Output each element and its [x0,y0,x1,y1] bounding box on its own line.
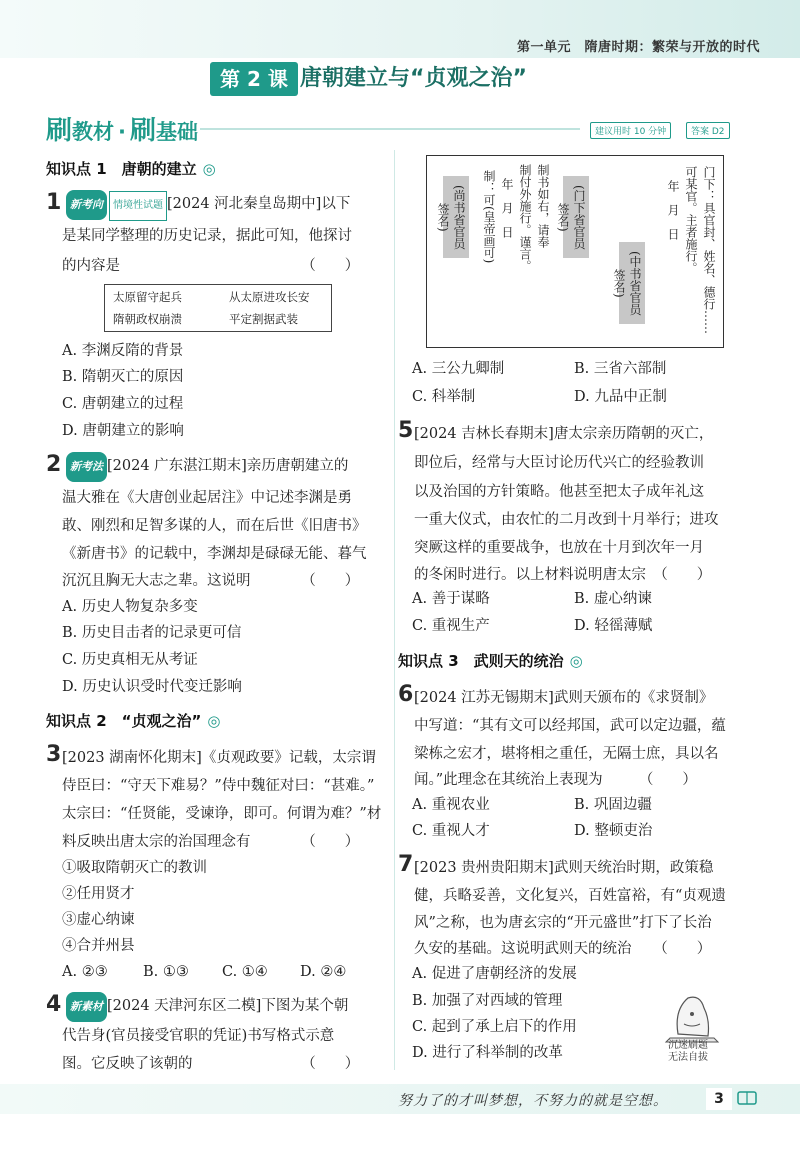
q3-option-a[interactable]: A. ②③ [62,964,108,980]
kp1-title: 知识点 1 唐朝的建立 [46,160,197,178]
q2-option-b[interactable]: B. 历史目击者的记录更可信 [62,625,242,641]
q2-stem-1: 温大雅在《大唐创业起居注》中记述李渊是勇 [62,490,352,506]
q3-option-c[interactable]: C. ①④ [222,964,268,980]
target-icon: ◎ [207,712,221,730]
q3-stem-1: 侍臣曰：“守天下难易？”侍中魏征对曰：“甚难。” [62,778,375,794]
q3-option-d[interactable]: D. ②④ [300,964,347,980]
target-icon: ◎ [569,652,583,670]
footer-motto: 努力了的才叫梦想，不努力的就是空想。 [398,1093,668,1109]
column-divider [394,150,395,1070]
q5-stem-0: [2024 吉林长春期末]唐太宗亲历隋朝的灭亡， [414,426,714,442]
doc-col-2: 可某官。主者施行。 [684,166,698,274]
q4-option-b[interactable]: B. 三省六部制 [574,361,667,377]
q1-table-cell: 隋朝政权崩溃 [113,312,182,326]
doc-col-6: 年 月 日 [500,178,514,238]
doc-col-1: 门下：具官封、姓名、德行…… [702,166,716,334]
q1-record-table [104,284,332,332]
q7-stem-1: 健，兵略妥善，文化复兴，百姓富裕，有“贞观遗 [414,888,726,904]
q4-stem-2: 图。它反映了该朝的 （ ） [62,1056,360,1072]
q2-stem-3: 《新唐书》的记载中，李渊却是碌碌无能、暮气 [62,546,367,562]
q2-number: 2 [46,452,62,477]
doc-sig-zhongshu: (中书省官员签名) [619,242,645,324]
doc-sig-menxia: (门下省官员签名) [563,176,589,258]
brand-jiaocai: 教材 [72,120,115,144]
knowledge-point-2 [46,710,220,731]
q2-stem-0: [2024 广东湛江期末]亲历唐朝建立的 [107,458,349,474]
q5-option-c[interactable]: C. 重视生产 [412,618,490,634]
q6-stem-0: [2024 江苏无锡期末]武则天颁布的《求贤制》 [414,690,714,706]
q2-line-0 [66,452,348,482]
q2-stem-2: 敢、刚烈和足智多谋的人，而在后世《旧唐书》 [62,518,367,534]
kp2-title: 知识点 2 “贞观之治” [46,712,202,730]
new-material-tag: 新素材 [66,992,107,1022]
brand-shua-1: 刷 [46,116,73,146]
q5-stem-1: 即位后，经常与大臣讨论历代兴亡的经验教训 [414,455,704,471]
q5-option-d[interactable]: D. 轻徭薄赋 [574,618,653,634]
q3-option-b[interactable]: B. ①③ [143,964,189,980]
page-number: 3 [706,1088,732,1110]
q3-number: 3 [46,742,62,767]
q5-stem-5: 的冬闲时进行。以上材料说明唐太宗 （ ） [414,567,712,583]
sticker-line-1: 沉迷刷题 [668,1040,708,1051]
q7-number: 7 [398,852,414,877]
doc-col-5: 制付外施行。谨言。 [518,164,532,272]
q6-stem-3: 闻。”此理念在其统治上表现为 （ ） [414,772,697,788]
q6-option-c[interactable]: C. 重视人才 [412,823,490,839]
brand-dot: · [118,120,126,144]
q3-stem-0: [2023 湖南怀化期末]《贞观政要》记载，太宗谓 [62,750,376,766]
q3-item-4: ④合并州县 [62,938,135,954]
q1-table-cell: 平定割据武装 [229,312,298,326]
q4-option-c[interactable]: C. 科举制 [412,389,476,405]
q6-stem-2: 梁栋之宏才，堪将相之重任，无隔士庶，具以名 [414,746,719,762]
sticker-line-2: 无法自拔 [668,1052,708,1063]
q4-stem-1: 代告身(官员接受官职的凭证)书写格式示意 [62,1028,335,1044]
q1-stem-0: [2024 河北秦皇岛期中]以下 [167,196,351,212]
q7-option-c[interactable]: C. 起到了承上启下的作用 [412,1019,577,1035]
doc-col-7: 制：可(皇帝画可) [482,170,496,264]
q4-line-0 [66,992,348,1022]
q5-stem-2: 以及治国的方针策略。他甚至把太子成年礼这 [414,484,704,500]
kp3-title: 知识点 3 武则天的统治 [398,652,564,670]
q6-option-a[interactable]: A. 重视农业 [412,797,490,813]
q1-line-0 [66,190,350,221]
q5-number: 5 [398,418,414,443]
q6-option-b[interactable]: B. 巩固边疆 [574,797,652,813]
q4-option-d[interactable]: D. 九品中正制 [574,389,667,405]
q1-stem-2: 的内容是 （ ） [62,258,360,274]
q4-number: 4 [46,992,62,1017]
q7-option-d[interactable]: D. 进行了科举制的改革 [412,1045,563,1061]
q6-number: 6 [398,682,414,707]
q6-option-d[interactable]: D. 整顿吏治 [574,823,653,839]
unit-title: 第一单元 隋唐时期：繁荣与开放的时代 [516,40,760,55]
brand-jichu: 基础 [156,120,199,144]
q1-stem-1: 是某同学整理的历史记录，据此可知，他探讨 [62,228,352,244]
q3-stem-2: 太宗曰：“任贤能，受谏诤，即可。何谓为难？”材 [62,806,382,822]
q1-option-b[interactable]: B. 隋朝灭亡的原因 [62,369,184,385]
lesson-title: 唐朝建立与“贞观之治” [300,66,527,91]
q7-stem-0: [2023 贵州贵阳期末]武则天统治时期，政策稳 [414,860,714,876]
appointment-document-diagram [426,155,724,348]
brand-divider [200,128,580,130]
q2-option-d[interactable]: D. 历史认识受时代变迁影响 [62,679,242,695]
q2-stem-4: 沉沉且胸无大志之辈。这说明 （ ） [62,573,360,589]
q5-option-a[interactable]: A. 善于谋略 [412,591,490,607]
knowledge-point-1 [46,158,216,179]
doc-col-4: 制书如右，请奉 [536,164,550,248]
student-doodle-icon [660,990,724,1078]
book-icon [737,1090,757,1106]
q2-option-a[interactable]: A. 历史人物复杂多变 [62,599,198,615]
q3-item-3: ③虚心纳谏 [62,912,135,928]
q1-option-d[interactable]: D. 唐朝建立的影响 [62,423,184,439]
sticker-caption [668,1040,708,1064]
q5-stem-3: 一重大仪式，由农忙的二月改到十月举行；进攻 [414,512,719,528]
lesson-badge: 第 2 课 [210,62,298,96]
q7-option-b[interactable]: B. 加强了对西域的管理 [412,993,563,1009]
target-icon: ◎ [202,160,216,178]
q6-stem-1: 中写道：“其有文可以经邦国，武可以定边疆，蕴 [414,718,726,734]
q5-option-b[interactable]: B. 虚心纳谏 [574,591,652,607]
q4-option-a[interactable]: A. 三公九卿制 [412,361,505,377]
doc-sig-shangshu: (尚书省官员签名) [443,176,469,258]
q3-item-2: ②任用贤才 [62,886,135,902]
doc-col-3: 年 月 日 [666,180,680,240]
q7-option-a[interactable]: A. 促进了唐朝经济的发展 [412,966,577,982]
brand-shua-2: 刷 [130,116,157,146]
q2-option-c[interactable]: C. 历史真相无从考证 [62,652,198,668]
q4-stem-0: [2024 天津河东区二模]下图为某个朝 [107,998,349,1014]
new-direction-tag: 新考向 [66,190,107,220]
answer-page-badge: 答案 D2 [686,122,730,139]
situational-tag: 情境性试题 [109,191,167,221]
q1-table-cell: 太原留守起兵 [113,290,182,304]
q1-number: 1 [46,190,62,215]
suggested-time-badge: 建议用时 10 分钟 [590,122,671,139]
q1-option-c[interactable]: C. 唐朝建立的过程 [62,396,184,412]
knowledge-point-3 [398,650,583,671]
q7-stem-2: 风”之称，也为唐玄宗的“开元盛世”打下了长治 [414,915,712,931]
new-method-tag: 新考法 [66,452,107,482]
brand-heading [46,110,198,147]
q1-table-cell: 从太原进攻长安 [229,290,310,304]
q1-option-a[interactable]: A. 李渊反隋的背景 [62,343,184,359]
q3-item-1: ①吸取隋朝灭亡的教训 [62,860,207,876]
q7-stem-3: 久安的基础。这说明武则天的统治 （ ） [414,941,712,957]
q3-stem-3: 料反映出唐太宗的治国理念有 （ ） [62,834,360,850]
q5-stem-4: 突厥这样的重要战争，也放在十月到次年一月 [414,540,704,556]
